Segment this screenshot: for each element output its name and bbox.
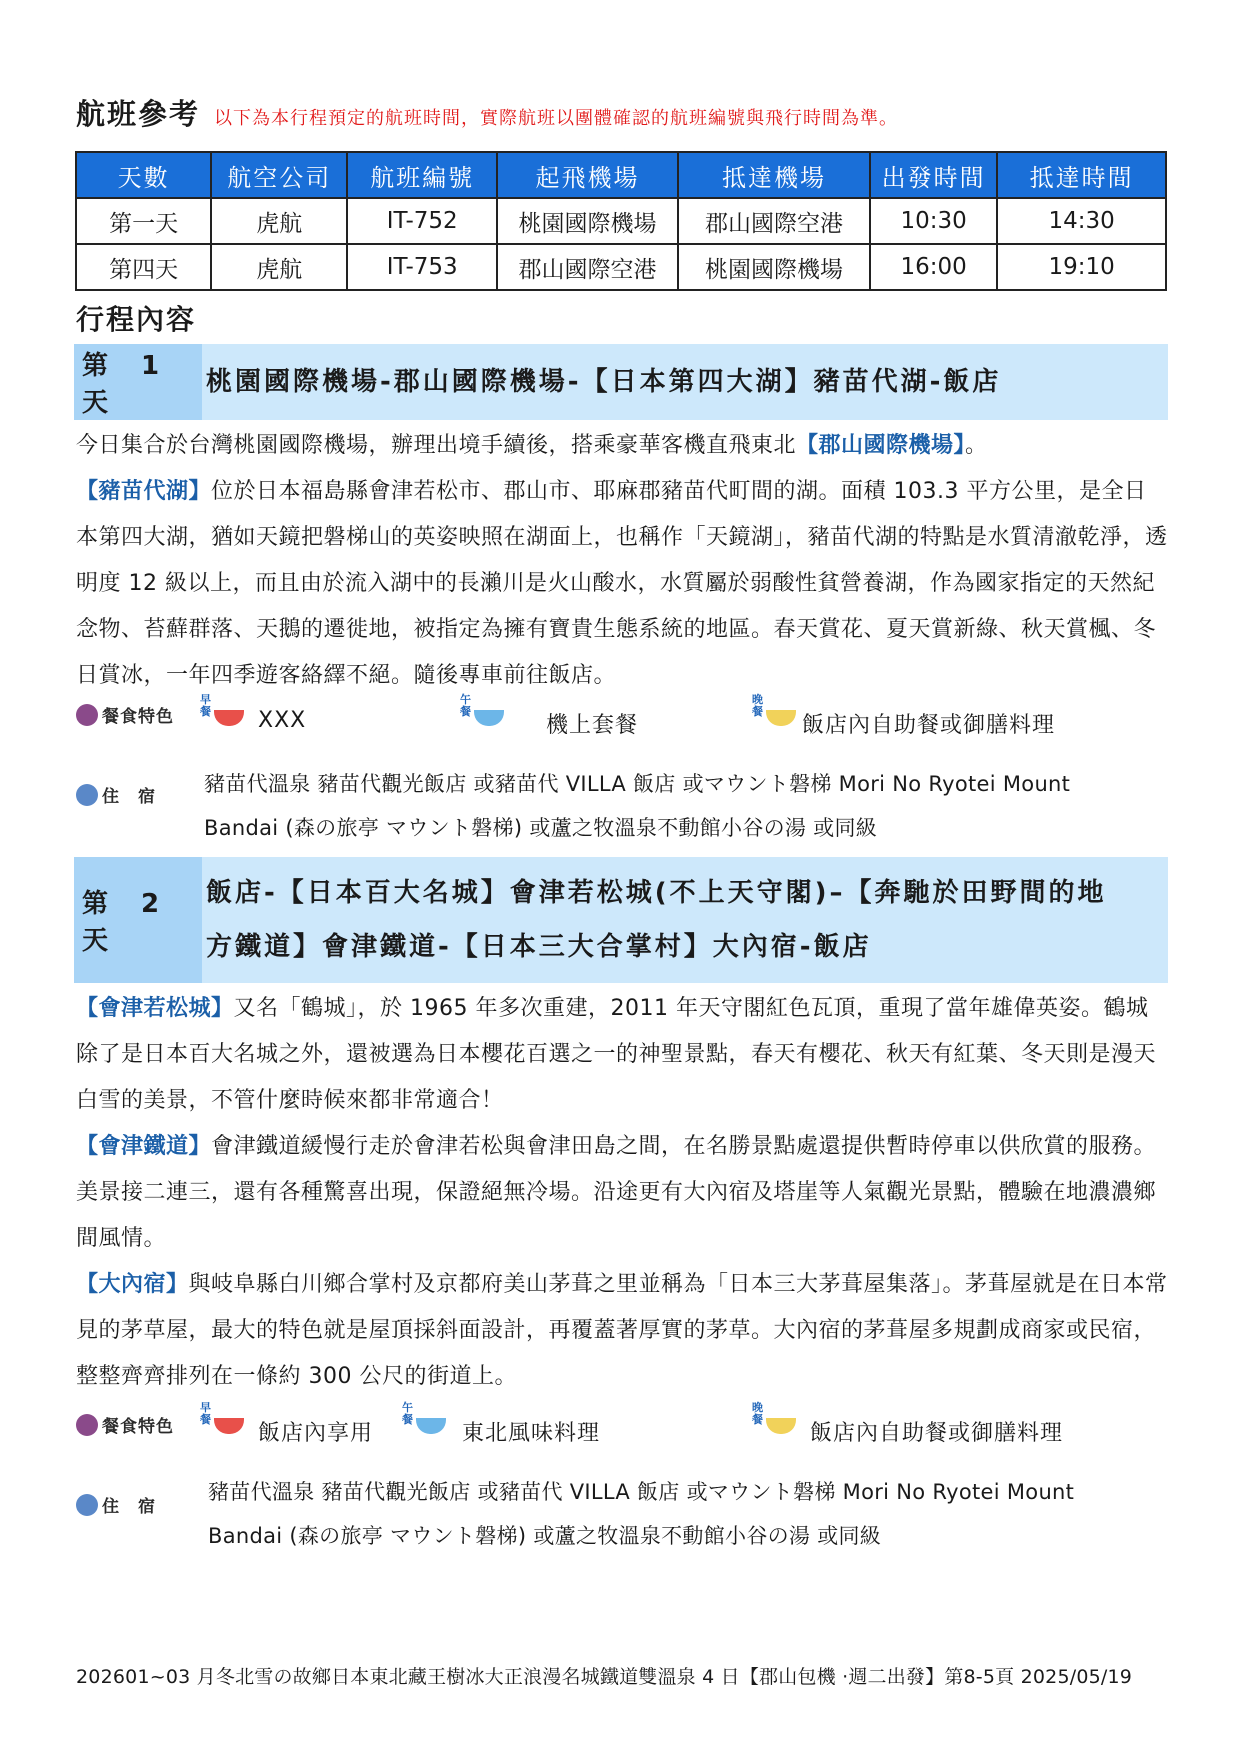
day-2-header [74, 857, 1168, 983]
day-route [202, 866, 1168, 974]
bowl-icon [416, 1418, 446, 1434]
day-route: 桃園國際機場-郡山國際機場-【日本第四大湖】豬苗代湖-飯店 [206, 367, 1002, 397]
hotel-line: Bandai (森の旅亭 マウント磐梯) 或蘆之牧溫泉不動館小谷の湯 或同級 [204, 816, 878, 840]
hotel-icon [76, 784, 98, 806]
dinner-icon [752, 694, 798, 732]
flight-note: 以下為本行程預定的航班時間，實際航班以團體確認的航班編號與飛行時間為準。 [214, 108, 899, 129]
intro-text: 今日集合於台灣桃園國際機場，辦理出境手續後，搭乘豪華客機直飛東北 [76, 433, 797, 458]
meal-icon [76, 704, 98, 726]
airport-tag: 【郡山國際機場】 [796, 433, 966, 458]
meal-label-text: 餐食特色 [102, 707, 174, 727]
breakfast-text: XXX [258, 708, 307, 733]
flight-header [76, 92, 898, 133]
hotel-label-text: 住 宿 [102, 787, 156, 807]
cell-arrive-airport: 桃園國際機場 [678, 244, 870, 290]
th-depart-airport: 起飛機場 [497, 152, 678, 198]
intro-tail: 。 [965, 433, 988, 458]
th-depart-time: 出發時間 [870, 152, 997, 198]
day-1-lake-paragraph [76, 469, 1168, 699]
plate-icon [766, 1418, 796, 1434]
bowl-icon [474, 710, 504, 726]
meal-label [76, 1412, 174, 1437]
th-flight-no: 航班編號 [347, 152, 497, 198]
hotel-icon [76, 1494, 98, 1516]
dish-icon [214, 1418, 244, 1434]
day-2-meals [76, 1402, 1168, 1446]
cell-flight-no: IT-753 [347, 244, 497, 290]
cell-airline: 虎航 [211, 198, 347, 244]
hotel-label-text: 住 宿 [102, 1497, 156, 1517]
lunch-text: 東北風味料理 [462, 1421, 601, 1446]
lunch-tag: 午餐 [402, 1401, 413, 1426]
dish-icon [214, 710, 244, 726]
th-airline: 航空公司 [211, 152, 347, 198]
day-1-intro [76, 423, 1168, 469]
cell-arrive-time: 19:10 [997, 244, 1166, 290]
flight-title: 航班參考 [76, 97, 201, 131]
lunch-icon [402, 1402, 448, 1440]
day-1-meals [76, 694, 1168, 738]
hotel-line: Bandai (森の旅亭 マウント磐梯) 或蘆之牧溫泉不動館小谷の湯 或同級 [208, 1524, 882, 1548]
castle-text: 又名「鶴城」，於 1965 年多次重建，2011 年天守閣紅色瓦頂，重現了當年雄偉英姿。鶴城除了是日本百大名城之外，還被選為日本櫻花百選之一的神聖景點，春天有櫻花、秋天有紅葉、冬天則是漫天白雪的美景，不管什麼時候來都非常適合！ [76, 996, 1157, 1113]
meal-icon [76, 1414, 98, 1436]
day-number: 第 2 天 [74, 857, 202, 983]
table-row [76, 244, 1166, 290]
cell-depart-time: 16:00 [870, 244, 997, 290]
dinner-text: 飯店內自助餐或御膳料理 [810, 1421, 1064, 1446]
dinner-tag: 晚餐 [752, 1401, 763, 1426]
dinner-text: 飯店內自助餐或御膳料理 [802, 713, 1056, 738]
breakfast-icon [200, 1402, 246, 1440]
day-2-castle-paragraph [76, 986, 1168, 1124]
meal-label-text: 餐食特色 [102, 1417, 174, 1437]
lunch-icon [460, 694, 506, 732]
day-route-line: 方鐵道】會津鐵道-【日本三大合掌村】大內宿-飯店 [206, 932, 872, 962]
day-1-hotel [76, 762, 1168, 854]
breakfast-tag: 早餐 [200, 693, 211, 718]
castle-tag: 【會津若松城】 [76, 996, 234, 1021]
railway-tag: 【會津鐵道】 [76, 1134, 212, 1159]
plate-icon [766, 710, 796, 726]
cell-flight-no: IT-752 [347, 198, 497, 244]
breakfast-icon [200, 694, 246, 732]
flight-table [75, 151, 1167, 291]
day-number: 第 1 天 [74, 344, 202, 420]
dinner-tag: 晚餐 [752, 693, 763, 718]
breakfast-text: 飯店內享用 [258, 1421, 374, 1446]
railway-text: 會津鐵道緩慢行走於會津若松與會津田島之間，在名勝景點處還提供暫時停車以供欣賞的服務。美景接二連三，還有各種驚喜出現，保證絕無冷場。沿途更有大內宿及塔崖等人氣觀光景點，體驗在地濃濃鄉間風情。 [76, 1134, 1157, 1251]
cell-airline: 虎航 [211, 244, 347, 290]
cell-day: 第四天 [76, 244, 211, 290]
cell-depart-time: 10:30 [870, 198, 997, 244]
itinerary-title: 行程內容 [76, 303, 197, 336]
hotel-label [76, 782, 156, 807]
dinner-icon [752, 1402, 798, 1440]
day-2-ouchijuku-paragraph [76, 1262, 1168, 1400]
hotel-line: 豬苗代溫泉 豬苗代觀光飯店 或豬苗代 VILLA 飯店 或マウント磐梯 Mori No Ryotei Mount [208, 1480, 1075, 1504]
day-2-railway-paragraph [76, 1124, 1168, 1262]
hotel-label [76, 1492, 156, 1517]
breakfast-tag: 早餐 [200, 1401, 211, 1426]
th-days: 天數 [76, 152, 211, 198]
cell-depart-airport: 桃園國際機場 [497, 198, 678, 244]
th-arrive-time: 抵達時間 [997, 152, 1166, 198]
cell-arrive-time: 14:30 [997, 198, 1166, 244]
page-footer: 202601~03 月冬北雪の故鄉日本東北藏王樹冰大正浪漫名城鐵道雙溫泉 4 日【郡山包機 ‧週二出發】第8-5頁 2025/05/19 [76, 1666, 1133, 1688]
cell-arrive-airport: 郡山國際空港 [678, 198, 870, 244]
lunch-text: 機上套餐 [546, 713, 639, 738]
ouchijuku-text: 與岐阜縣白川鄉合掌村及京都府美山茅葺之里並稱為「日本三大茅葺屋集落」。茅葺屋就是在日本常見的茅草屋，最大的特色就是屋頂採斜面設計，再覆蓋著厚實的茅草。大內宿的茅葺屋多規劃成商家或民宿，整整齊齊排列在一條約 300 公尺的街道上。 [76, 1272, 1168, 1389]
ouchijuku-tag: 【大內宿】 [76, 1272, 189, 1297]
day-route-line: 飯店-【日本百大名城】會津若松城(不上天守閣)–【奔馳於田野間的地 [206, 878, 1107, 908]
th-arrive-airport: 抵達機場 [678, 152, 870, 198]
table-row [76, 198, 1166, 244]
lunch-tag: 午餐 [460, 693, 471, 718]
cell-depart-airport: 郡山國際空港 [497, 244, 678, 290]
day-2-hotel [76, 1470, 1168, 1562]
flight-table-header [76, 152, 1166, 198]
lake-text: 位於日本福島縣會津若松市、郡山市、耶麻郡豬苗代町間的湖。面積 103.3 平方公里，是全日本第四大湖，猶如天鏡把磐梯山的英姿映照在湖面上，也稱作「天鏡湖」，豬苗代湖的特點是水質清澈乾淨，透明度 12 級以上，而且由於流入湖中的長瀨川是火山酸水，水質屬於弱酸性貧營養湖，作為國家指定的天然紀念物、苔蘚群落、天鵝的遷徙地，被指定為擁有寶貴生態系統的地區。春天賞花、夏天賞新綠、秋天賞楓、冬日賞冰，一年四季遊客絡繹不絕。隨後專車前往飯店。 [76, 479, 1168, 688]
lake-tag: 【豬苗代湖】 [76, 479, 212, 504]
day-1-header [74, 344, 1168, 420]
cell-day: 第一天 [76, 198, 211, 244]
meal-label [76, 702, 174, 727]
hotel-line: 豬苗代溫泉 豬苗代觀光飯店 或豬苗代 VILLA 飯店 或マウント磐梯 Mori No Ryotei Mount [204, 772, 1071, 796]
